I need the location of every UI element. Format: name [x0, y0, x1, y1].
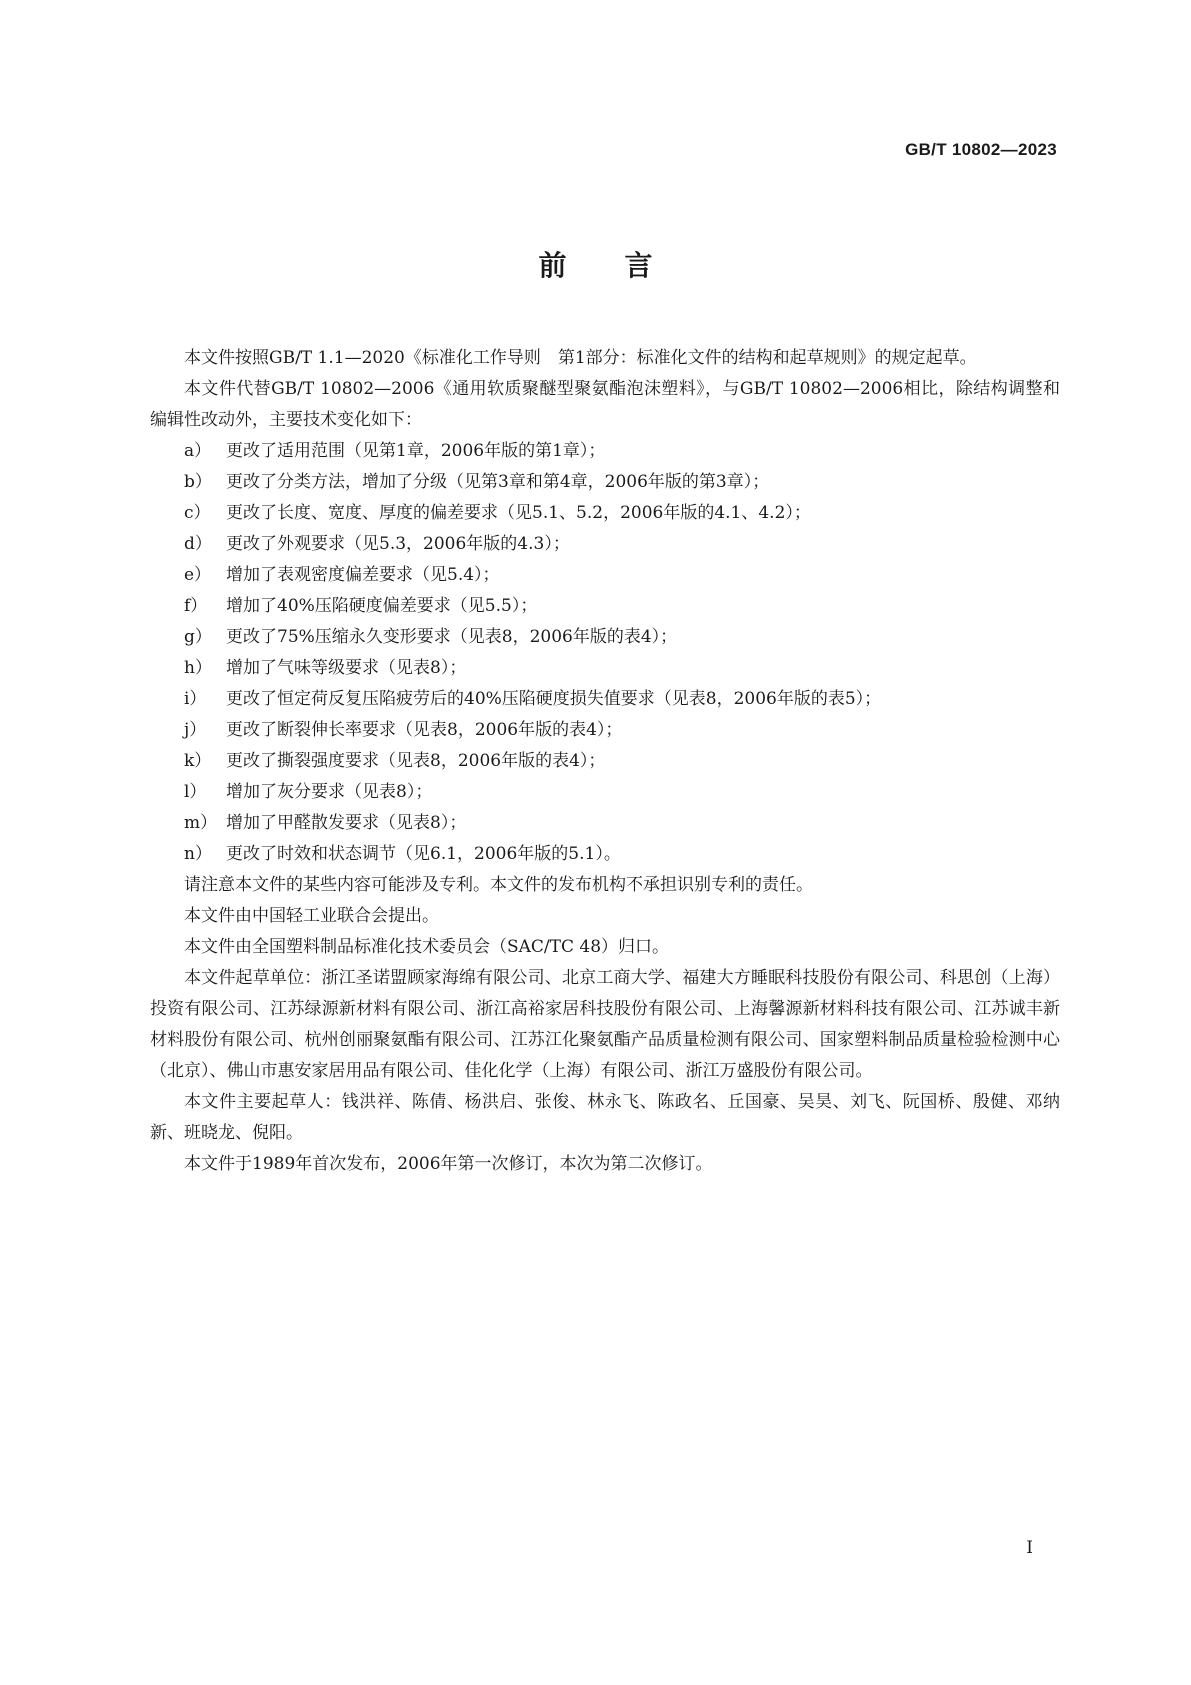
list-text: 更改了断裂伸长率要求（见表8，2006年版的表4）； [226, 720, 623, 740]
list-text: 增加了表观密度偏差要求（见5.4）； [226, 565, 500, 585]
foreword-body [150, 343, 1060, 1180]
list-text: 更改了适用范围（见第1章，2006年版的第1章）； [226, 441, 606, 461]
list-item [150, 715, 1060, 746]
list-text: 更改了75%压缩永久变形要求（见表8，2006年版的表4）； [226, 627, 678, 647]
list-marker: l） [184, 782, 207, 802]
list-text: 更改了撕裂强度要求（见表8，2006年版的表4）； [226, 751, 606, 771]
list-marker: i） [184, 689, 207, 709]
list-item [150, 684, 1060, 715]
list-text: 更改了分类方法，增加了分级（见第3章和第4章，2006年版的第3章）； [226, 472, 770, 492]
list-item [150, 808, 1060, 839]
list-text: 更改了时效和状态调节（见6.1，2006年版的5.1）。 [226, 844, 621, 864]
list-marker: c） [184, 503, 211, 523]
list-text: 更改了长度、宽度、厚度的偏差要求（见5.1、5.2，2006年版的4.1、4.2）； [226, 503, 811, 523]
list-marker: j） [184, 720, 207, 740]
list-marker: h） [184, 658, 212, 678]
history-paragraph: 本文件于1989年首次发布，2006年第一次修订，本次为第二次修订。 [184, 1154, 713, 1174]
list-marker: m） [184, 813, 218, 833]
list-text: 增加了灰分要求（见表8）； [226, 782, 433, 802]
drafters-paragraph: 本文件主要起草人：钱洪祥、陈倩、杨洪启、张俊、林永飞、陈政名、丘国豪、吴昊、刘飞、阮国桥、殷健、邓纳新、班晓龙、倪阳。 [150, 1092, 1060, 1143]
list-marker: b） [184, 472, 212, 492]
list-text: 更改了外观要求（见5.3，2006年版的4.3）； [226, 534, 570, 554]
proposer-paragraph: 本文件由中国轻工业联合会提出。 [184, 906, 439, 926]
page-number: I [1026, 1538, 1033, 1558]
patent-notice: 请注意本文件的某些内容可能涉及专利。本文件的发布机构不承担识别专利的责任。 [184, 875, 813, 895]
list-marker: g） [184, 627, 212, 647]
list-item [150, 777, 1060, 808]
list-item [150, 746, 1060, 777]
intro-paragraph-replacement: 本文件代替GB/T 10802—2006《通用软质聚醚型聚氨酯泡沫塑料》，与GB/T 10802—2006相比，除结构调整和编辑性改动外，主要技术变化如下： [150, 379, 1060, 430]
list-marker: n） [184, 844, 212, 864]
committee-paragraph: 本文件由全国塑料制品标准化技术委员会（SAC/TC 48）归口。 [184, 937, 670, 957]
list-text: 增加了甲醛散发要求（见表8）； [226, 813, 467, 833]
drafting-organizations: 本文件起草单位：浙江圣诺盟顾家海绵有限公司、北京工商大学、福建大方睡眠科技股份有限公司、科思创（上海）投资有限公司、江苏绿源新材料有限公司、浙江高裕家居科技股份有限公司、上海馨源新材料科技有限公司、江苏诚丰新材料股份有限公司、杭州创丽聚氨酯有限公司、江苏江化聚氨酯产品质量检测有限公司、国家塑料制品质量检验检测中心（北京）、佛山市惠安家居用品有限公司、佳化化学（上海）有限公司、浙江万盛股份有限公司。 [150, 968, 1060, 1081]
list-item [150, 498, 1060, 529]
list-item [150, 839, 1060, 870]
changes-list [150, 436, 1060, 870]
list-marker: k） [184, 751, 212, 771]
list-item [150, 436, 1060, 467]
list-marker: a） [184, 441, 212, 461]
list-text: 增加了40%压陷硬度偏差要求（见5.5）； [226, 596, 538, 616]
list-item [150, 653, 1060, 684]
list-marker: f） [184, 596, 208, 616]
list-marker: d） [184, 534, 212, 554]
list-item [150, 622, 1060, 653]
list-item [150, 467, 1060, 498]
list-item [150, 591, 1060, 622]
list-item [150, 560, 1060, 591]
list-marker: e） [184, 565, 212, 585]
standard-code: GB/T 10802—2023 [905, 140, 1057, 159]
list-item [150, 529, 1060, 560]
intro-paragraph-scope: 本文件按照GB/T 1.1—2020《标准化工作导则 第1部分：标准化文件的结构和起草规则》的规定起草。 [184, 348, 977, 368]
list-text: 增加了气味等级要求（见表8）； [226, 658, 467, 678]
list-text: 更改了恒定荷反复压陷疲劳后的40%压陷硬度损失值要求（见表8，2006年版的表5）； [226, 689, 882, 709]
page-title: 前言 [538, 249, 711, 282]
